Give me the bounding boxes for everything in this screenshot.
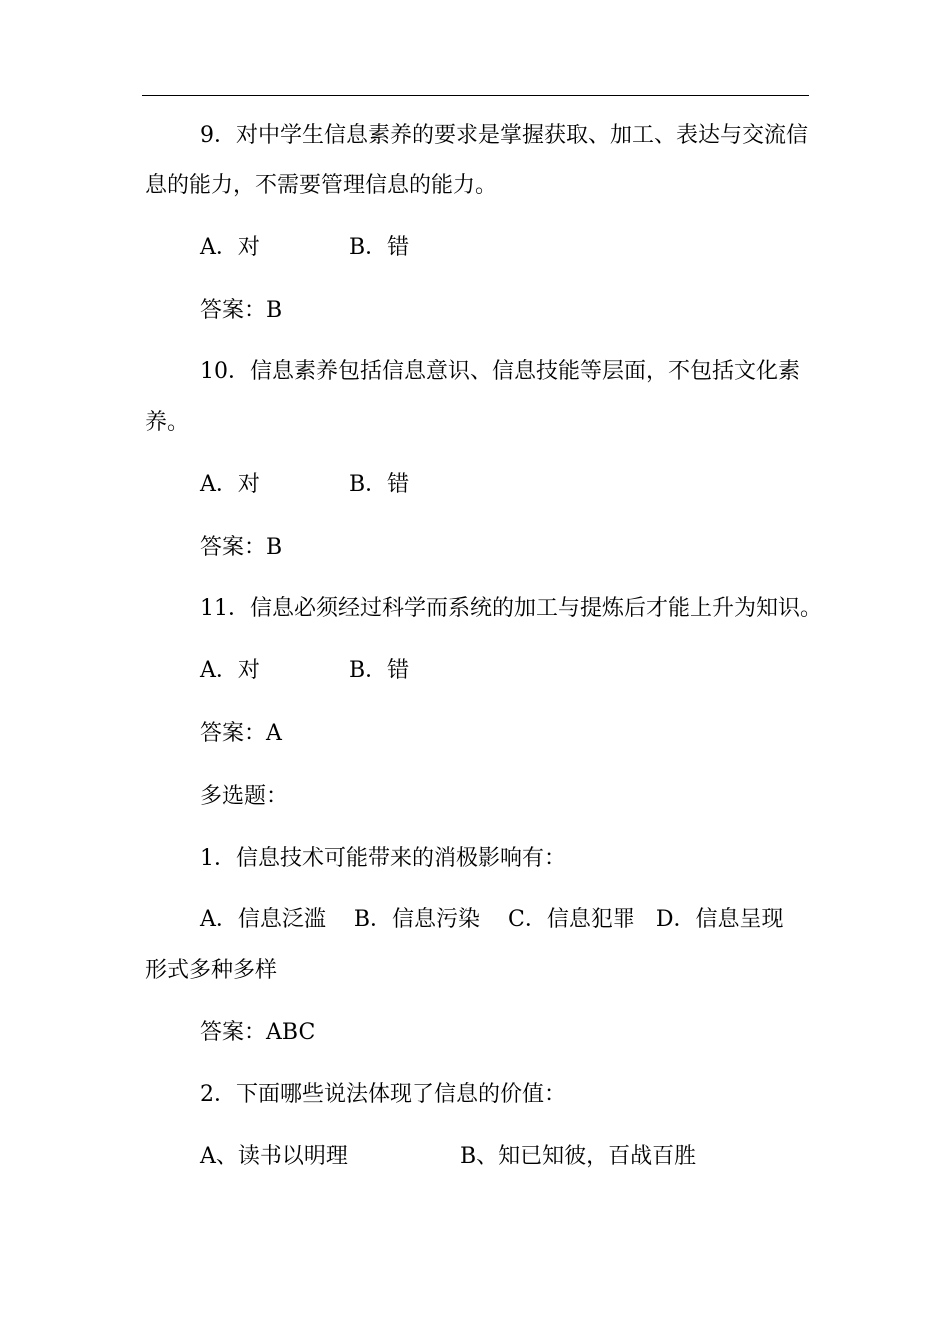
multi-question-2-option-a: A、读书以明理: [200, 1144, 348, 1169]
multi-question-1-options-line-2: 形式多种多样: [145, 958, 278, 983]
question-10-option-b: B．错: [349, 472, 410, 497]
multi-question-2-stem: 2．下面哪些说法体现了信息的价值：: [200, 1082, 566, 1107]
question-10-line-1: 10．信息素养包括信息意识、信息技能等层面，不包括文化素: [200, 359, 800, 384]
question-10-answer: 答案：B: [200, 535, 283, 560]
section-heading-multi: 多选题：: [200, 784, 289, 809]
question-11-answer: 答案：A: [200, 721, 282, 746]
question-9-answer: 答案：B: [200, 298, 283, 323]
question-9-option-a: A．对: [200, 235, 260, 260]
multi-question-1-options-line-1: A．信息泛滥 B．信息污染 C．信息犯罪 D．信息呈现: [200, 907, 784, 932]
question-9-line-2: 息的能力，不需要管理信息的能力。: [145, 173, 498, 198]
question-9-option-b: B．错: [349, 235, 410, 260]
question-10-line-2: 养。: [145, 410, 190, 435]
question-10-option-a: A．对: [200, 472, 260, 497]
multi-question-2-option-b: B、知已知彼，百战百胜: [460, 1144, 697, 1169]
multi-question-1-answer: 答案：ABC: [200, 1020, 316, 1045]
question-9-line-1: 9．对中学生信息素养的要求是掌握获取、加工、表达与交流信: [200, 123, 808, 148]
multi-question-1-stem: 1．信息技术可能带来的消极影响有：: [200, 846, 566, 871]
question-11-line-1: 11．信息必须经过科学而系统的加工与提炼后才能上升为知识。: [200, 596, 822, 621]
question-11-option-a: A．对: [200, 658, 260, 683]
question-11-option-b: B．错: [349, 658, 410, 683]
header-rule: [142, 95, 809, 96]
